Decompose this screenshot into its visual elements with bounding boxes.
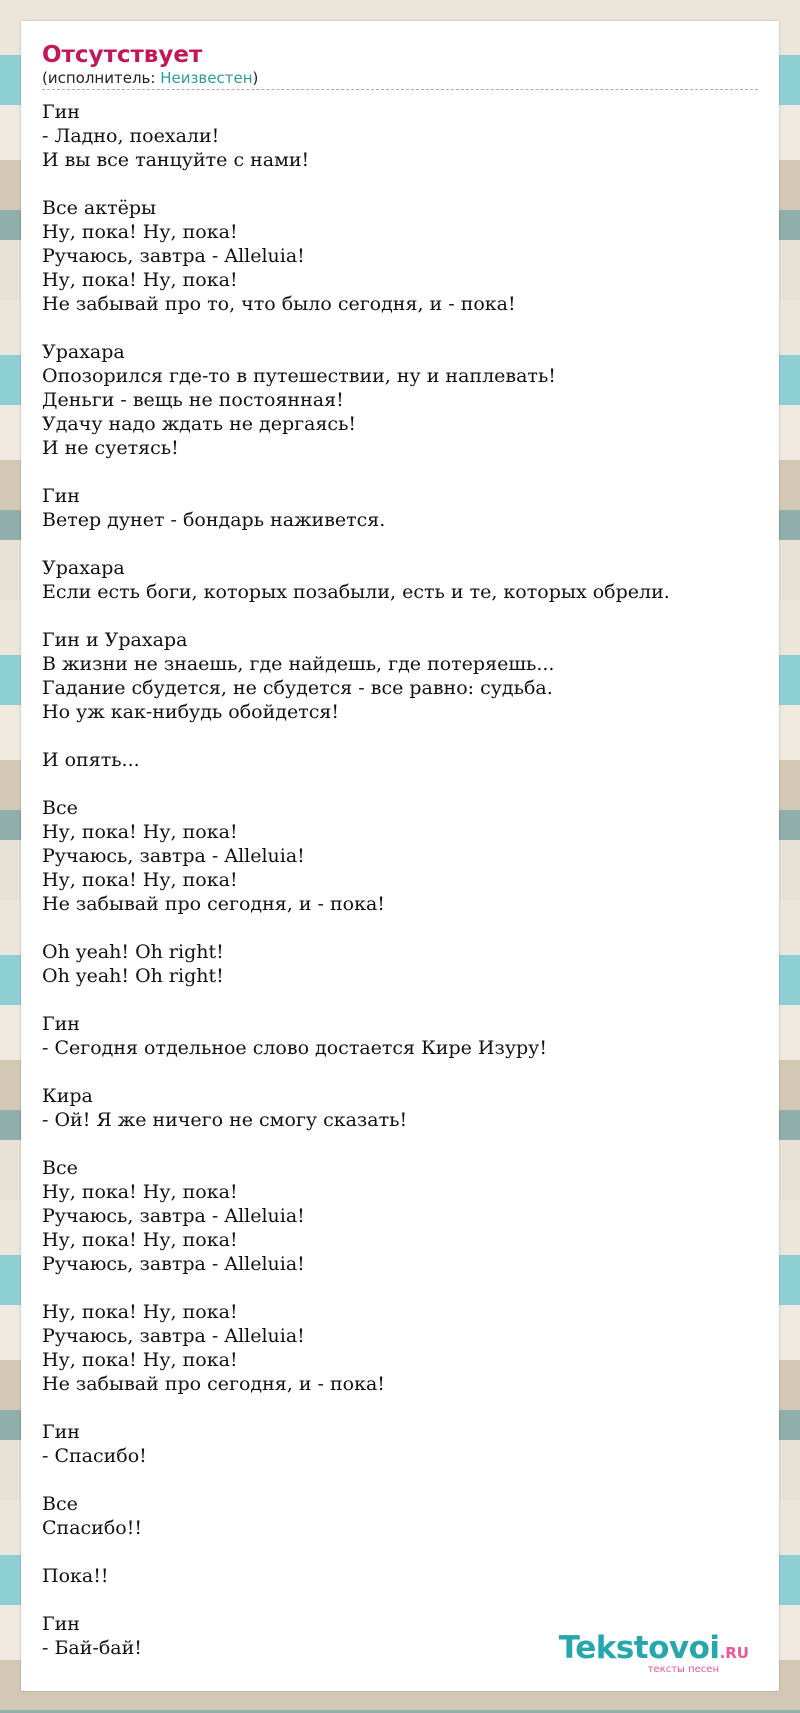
lyric-line <box>42 532 759 556</box>
lyric-line: - Ой! Я же ничего не смогу сказать! <box>42 1109 408 1131</box>
lyrics-card <box>21 21 779 1691</box>
song-title: Отсутствует <box>42 42 203 68</box>
artist-line <box>42 69 758 90</box>
lyric-line: Гин и Урахара <box>42 629 188 651</box>
lyric-line <box>42 316 759 340</box>
lyric-line: Ручаюсь, завтра - Alleluia! <box>42 1325 305 1347</box>
lyric-line: Ручаюсь, завтра - Alleluia! <box>42 845 305 867</box>
lyric-line: Удачу надо ждать не дергаясь! <box>42 413 357 435</box>
lyric-line <box>42 1396 759 1420</box>
lyric-line: И опять... <box>42 749 140 771</box>
lyric-line: Но уж как-нибудь обойдется! <box>42 701 339 723</box>
lyric-line <box>42 772 759 796</box>
lyric-line <box>42 916 759 940</box>
lyric-line: Ну, пока! Ну, пока! <box>42 1349 238 1371</box>
artist-prefix: (исполнитель: <box>42 69 161 87</box>
lyric-line: Опозорился где-то в путешествии, ну и наплевать! <box>42 365 556 387</box>
lyric-line: - Спасибо! <box>42 1445 147 1467</box>
lyric-line <box>42 1540 759 1564</box>
site-logo[interactable] <box>559 1632 749 1675</box>
lyric-line <box>42 172 759 196</box>
lyric-line: Урахара <box>42 557 125 579</box>
lyric-line: Кира <box>42 1085 93 1107</box>
lyric-line: Ветер дунет - бондарь наживется. <box>42 509 386 531</box>
lyric-line: Не забывай про то, что было сегодня, и - пока! <box>42 293 516 315</box>
artist-link[interactable]: Неизвестен <box>160 69 253 87</box>
lyric-line: И вы все танцуйте с нами! <box>42 149 310 171</box>
lyric-line: Все актёры <box>42 197 157 219</box>
lyric-line: Деньги - вещь не постоянная! <box>42 389 344 411</box>
lyric-line <box>42 460 759 484</box>
lyric-line: Если есть боги, которых позабыли, есть и те, которых обрели. <box>42 581 670 603</box>
lyric-line: Все <box>42 797 78 819</box>
lyric-line <box>42 1468 759 1492</box>
lyric-line: - Ладно, поехали! <box>42 125 220 147</box>
lyric-line: Ручаюсь, завтра - Alleluia! <box>42 1205 305 1227</box>
logo-subtitle: тексты песен <box>647 1664 719 1675</box>
lyrics-text <box>42 100 759 1660</box>
lyric-line: Ну, пока! Ну, пока! <box>42 269 238 291</box>
lyric-line <box>42 1276 759 1300</box>
lyric-line: Пока!! <box>42 1565 109 1587</box>
logo-wordmark: Tekstovoi <box>558 1630 720 1666</box>
lyric-line <box>42 1060 759 1084</box>
lyric-line: Oh yeah! Oh right! <box>42 965 224 987</box>
lyric-line: Не забывай про сегодня, и - пока! <box>42 893 385 915</box>
lyric-line: - Сегодня отдельное слово достается Кире Изуру! <box>42 1037 547 1059</box>
lyric-line: Все <box>42 1157 78 1179</box>
lyric-line: Все <box>42 1493 78 1515</box>
lyric-line: Гин <box>42 1013 80 1035</box>
lyric-line <box>42 1588 759 1612</box>
lyric-line: Ну, пока! Ну, пока! <box>42 1181 238 1203</box>
lyric-line: Спасибо!! <box>42 1517 142 1539</box>
lyric-line: Не забывай про сегодня, и - пока! <box>42 1373 385 1395</box>
lyric-line <box>42 604 759 628</box>
lyric-line: Ручаюсь, завтра - Alleluia! <box>42 1253 305 1275</box>
lyric-line: Гин <box>42 101 80 123</box>
lyric-line: И не суетясь! <box>42 437 179 459</box>
lyric-line: Гин <box>42 1613 80 1635</box>
lyric-line: Ну, пока! Ну, пока! <box>42 1229 238 1251</box>
logo-domain: .RU <box>719 1644 749 1662</box>
lyric-line: Oh yeah! Oh right! <box>42 941 224 963</box>
lyric-line: Гадание сбудется, не сбудется - все равно: судьба. <box>42 677 553 699</box>
lyric-line: Ну, пока! Ну, пока! <box>42 1301 238 1323</box>
lyric-line <box>42 724 759 748</box>
lyric-line: Гин <box>42 485 80 507</box>
artist-suffix: ) <box>252 69 259 87</box>
lyric-line: В жизни не знаешь, где найдешь, где потеряешь... <box>42 653 555 675</box>
lyric-line <box>42 1132 759 1156</box>
lyric-line <box>42 988 759 1012</box>
lyric-line: Ну, пока! Ну, пока! <box>42 869 238 891</box>
lyric-line: Ну, пока! Ну, пока! <box>42 821 238 843</box>
lyric-line: - Бай-бай! <box>42 1637 142 1659</box>
lyric-line: Гин <box>42 1421 80 1443</box>
lyric-line: Ну, пока! Ну, пока! <box>42 221 238 243</box>
lyric-line: Ручаюсь, завтра - Alleluia! <box>42 245 305 267</box>
lyric-line: Урахара <box>42 341 125 363</box>
